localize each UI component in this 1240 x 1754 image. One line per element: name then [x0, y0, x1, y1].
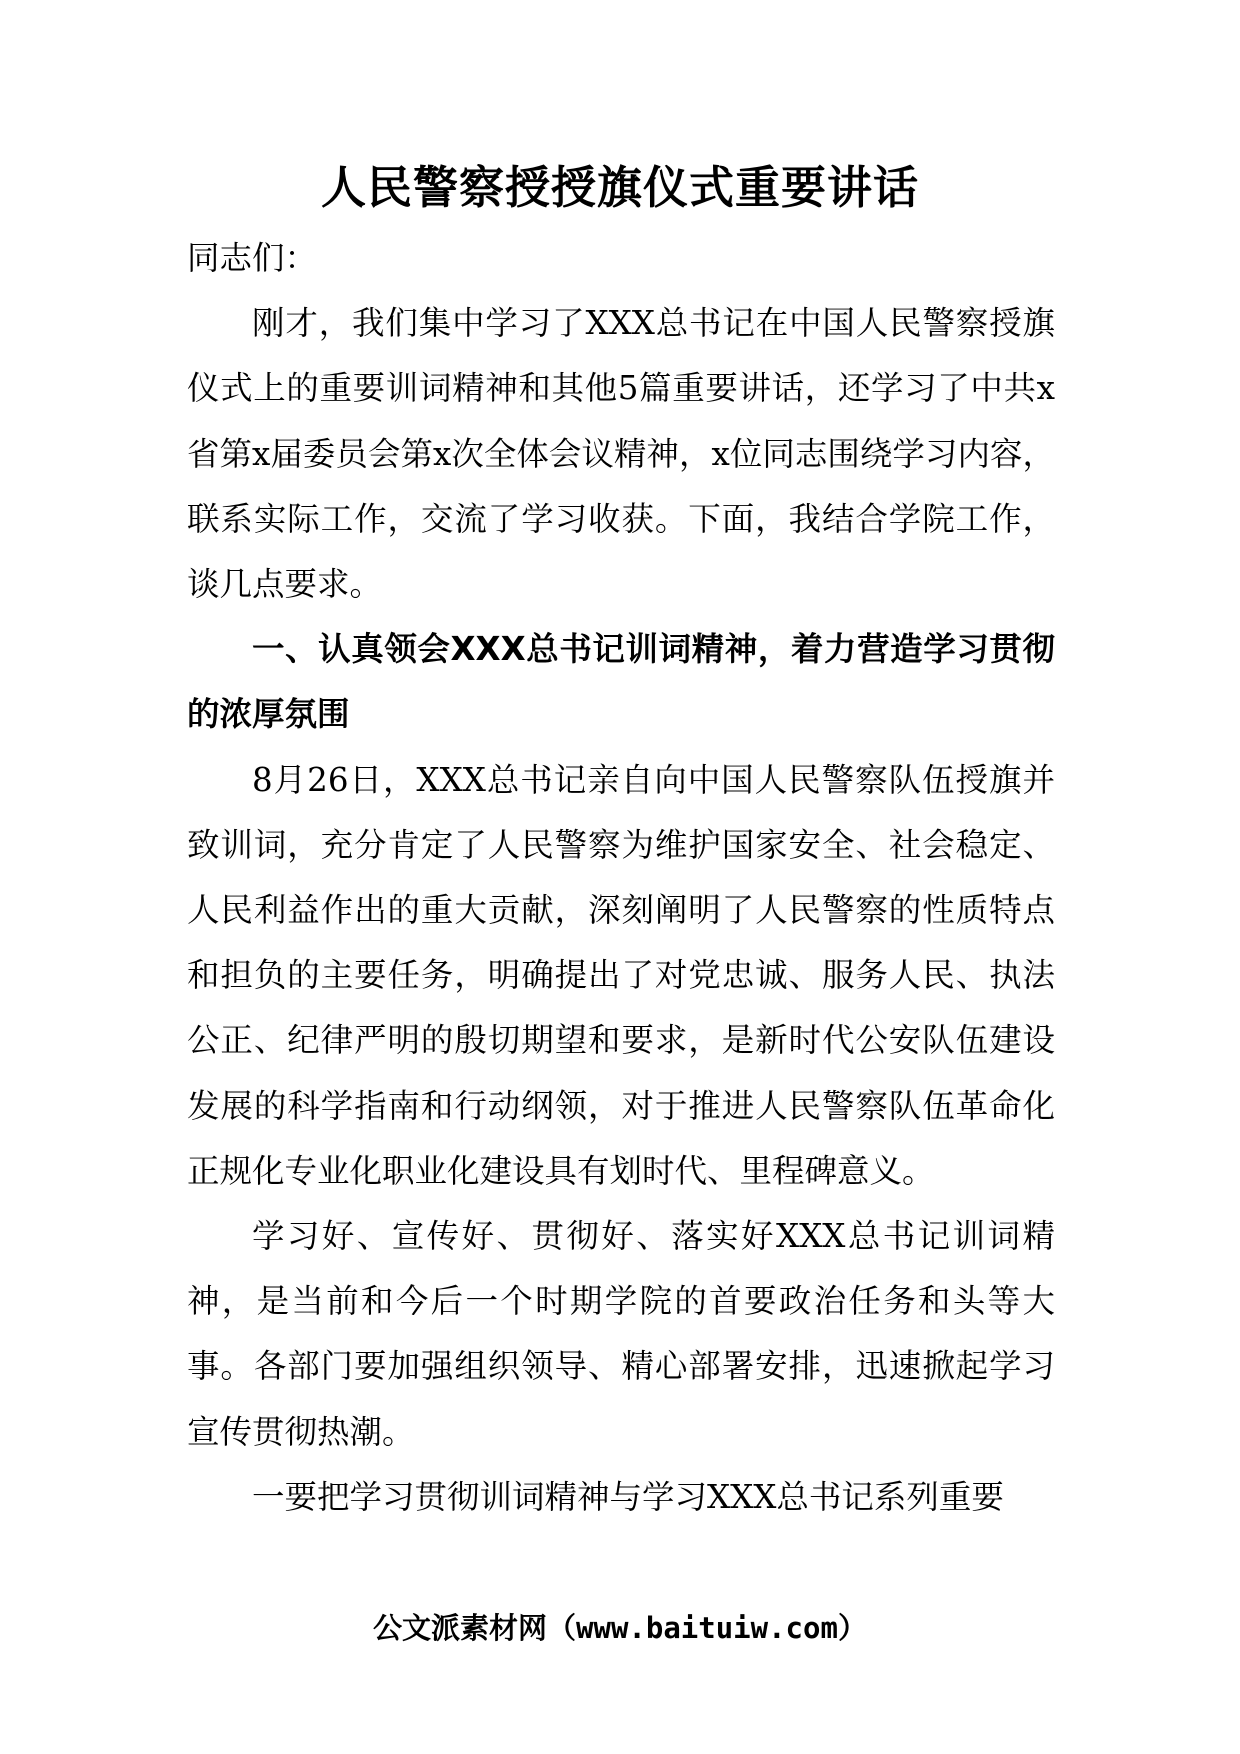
- paragraph-intro: 刚才，我们集中学习了XXX总书记在中国人民警察授旗仪式上的重要训词精神和其他5篇重要讲话，还学习了中共x省第x届委员会第x次全体会议精神，x位同志围绕学习内容，联系实际工作，交流了学习收获。下面，我结合学院工作，谈几点要求。: [187, 304, 1055, 604]
- footer-watermark: 公文派素材网（www.baituiw.com）: [373, 1611, 867, 1645]
- paragraph-first-requirement: 一要把学习贯彻训词精神与学习XXX总书记系列重要: [252, 1477, 1004, 1516]
- document-body: [187, 226, 1055, 1530]
- salutation: 同志们：: [187, 239, 318, 277]
- section-heading-1: 一、认真领会XXX总书记训词精神，着力营造学习贯彻的浓厚氛围: [187, 630, 1055, 734]
- document-title: 人民警察授授旗仪式重要讲话: [320, 161, 919, 214]
- paragraph-study-well: 学习好、宣传好、贯彻好、落实好XXX总书记训词精神，是当前和今后一个时期学院的首要政治任务和头等大事。各部门要加强组织领导、精心部署安排，迅速掀起学习宣传贯彻热潮。: [187, 1217, 1055, 1451]
- paragraph-august-26: 8月26日，XXX总书记亲自向中国人民警察队伍授旗并致训词，充分肯定了人民警察为维护国家安全、社会稳定、人民利益作出的重大贡献，深刻阐明了人民警察的性质特点和担负的主要任务，明确提出了对党忠诚、服务人民、执法公正、纪律严明的殷切期望和要求，是新时代公安队伍建设发展的科学指南和行动纲领，对于推进人民警察队伍革命化正规化专业化职业化建设具有划时代、里程碑意义。: [187, 760, 1055, 1190]
